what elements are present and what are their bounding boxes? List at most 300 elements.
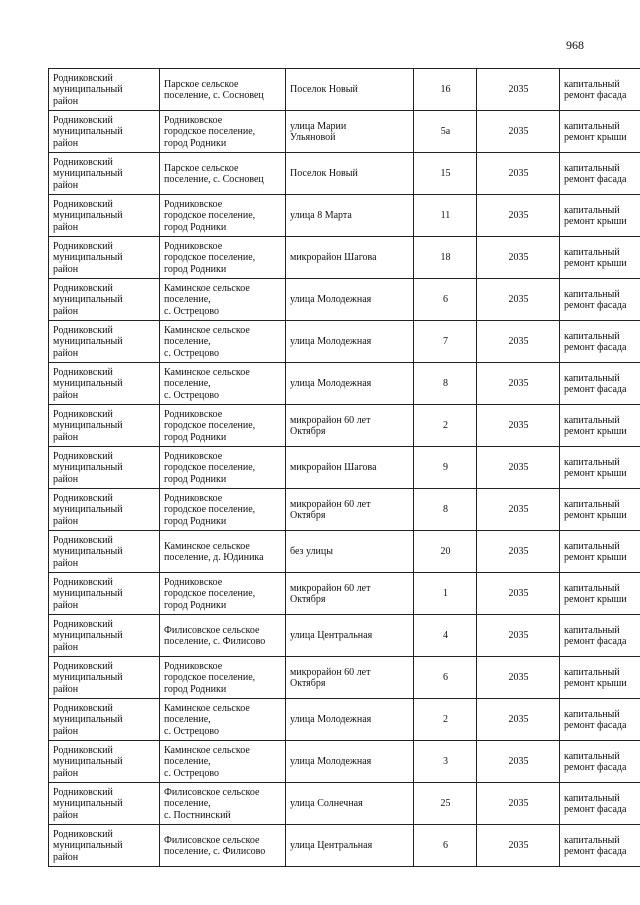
year-cell: 2035 bbox=[477, 615, 560, 657]
street-cell bbox=[286, 699, 414, 741]
street-line: улица Молодежная bbox=[290, 714, 372, 726]
street-cell bbox=[286, 825, 414, 867]
settlement-line: Парское сельское bbox=[164, 78, 239, 90]
district-line: муниципальный bbox=[53, 378, 123, 390]
table-row bbox=[49, 363, 640, 405]
settlement-line: поселение, bbox=[164, 714, 211, 726]
work-type-cell bbox=[560, 153, 640, 195]
district-line: муниципальный bbox=[53, 756, 123, 768]
work-type-cell bbox=[560, 615, 640, 657]
table-row bbox=[49, 237, 640, 279]
settlement-line: поселение, bbox=[164, 798, 211, 810]
settlement-line: Родниковское bbox=[164, 408, 223, 420]
settlement-line: город Родники bbox=[164, 263, 227, 275]
district-line: Родниковский bbox=[53, 72, 113, 84]
district-cell bbox=[49, 657, 160, 699]
street-line: Поселок Новый bbox=[290, 84, 358, 96]
work-type-line: капитальный bbox=[564, 78, 620, 90]
street-cell bbox=[286, 111, 414, 153]
district-line: Родниковский bbox=[53, 492, 113, 504]
year-cell: 2035 bbox=[477, 363, 560, 405]
settlement-line: поселение, с. Сосновец bbox=[164, 90, 264, 101]
settlement-cell bbox=[160, 321, 286, 363]
work-type-line: капитальный bbox=[564, 498, 620, 510]
district-cell bbox=[49, 741, 160, 783]
settlement-line: городское поселение, bbox=[164, 462, 256, 474]
work-type-line: ремонт фасада bbox=[564, 384, 627, 395]
settlement-line: Каминское сельское bbox=[164, 702, 250, 714]
district-line: Родниковский bbox=[53, 324, 113, 336]
year-cell: 2035 bbox=[477, 153, 560, 195]
district-line: район bbox=[53, 851, 79, 863]
district-line: район bbox=[53, 767, 79, 779]
settlement-line: с. Постнинский bbox=[164, 809, 231, 821]
work-type-line: ремонт крыши bbox=[564, 678, 627, 689]
work-type-cell bbox=[560, 825, 640, 867]
year-cell: 2035 bbox=[477, 489, 560, 531]
street-line: улица Молодежная bbox=[290, 378, 372, 390]
district-line: муниципальный bbox=[53, 252, 123, 264]
settlement-line: город Родники bbox=[164, 683, 227, 695]
street-line: Поселок Новый bbox=[290, 168, 358, 180]
street-line: улица Центральная bbox=[290, 840, 373, 852]
work-type-cell bbox=[560, 195, 640, 237]
street-line: Октября bbox=[290, 678, 326, 689]
settlement-line: поселение, с. Филисово bbox=[164, 846, 266, 857]
district-line: район bbox=[53, 599, 79, 611]
work-type-line: ремонт фасада bbox=[564, 342, 627, 353]
settlement-line: с. Острецово bbox=[164, 725, 220, 737]
settlement-line: Родниковское bbox=[164, 492, 223, 504]
settlement-cell bbox=[160, 615, 286, 657]
work-type-line: ремонт фасада bbox=[564, 636, 627, 647]
work-type-line: ремонт фасада bbox=[564, 720, 627, 731]
work-type-line: капитальный bbox=[564, 582, 620, 594]
work-type-cell bbox=[560, 531, 640, 573]
settlement-line: городское поселение, bbox=[164, 420, 256, 432]
district-line: Родниковский bbox=[53, 660, 113, 672]
district-line: Родниковский bbox=[53, 282, 113, 294]
work-type-cell bbox=[560, 405, 640, 447]
settlement-cell bbox=[160, 447, 286, 489]
street-line: улица 8 Марта bbox=[290, 210, 352, 222]
work-type-cell bbox=[560, 741, 640, 783]
street-cell bbox=[286, 447, 414, 489]
district-line: район bbox=[53, 557, 79, 569]
street-line: микрорайон Шагова bbox=[290, 462, 377, 474]
district-line: район bbox=[53, 641, 79, 653]
table-row bbox=[49, 279, 640, 321]
house-number-cell: 5а bbox=[414, 111, 477, 153]
district-cell bbox=[49, 489, 160, 531]
year-cell: 2035 bbox=[477, 111, 560, 153]
settlement-line: Каминское сельское bbox=[164, 540, 250, 552]
settlement-cell bbox=[160, 531, 286, 573]
work-type-cell bbox=[560, 111, 640, 153]
street-cell bbox=[286, 363, 414, 405]
house-number-cell: 2 bbox=[414, 405, 477, 447]
street-cell bbox=[286, 531, 414, 573]
year-cell: 2035 bbox=[477, 783, 560, 825]
house-number-cell: 16 bbox=[414, 69, 477, 111]
house-number-cell: 6 bbox=[414, 825, 477, 867]
table-row bbox=[49, 573, 640, 615]
settlement-line: Каминское сельское bbox=[164, 324, 250, 336]
work-type-cell bbox=[560, 699, 640, 741]
settlement-line: поселение, bbox=[164, 294, 211, 306]
district-cell bbox=[49, 363, 160, 405]
district-line: Родниковский bbox=[53, 450, 113, 462]
district-line: район bbox=[53, 389, 79, 401]
district-cell bbox=[49, 447, 160, 489]
street-line: улица Марии bbox=[290, 120, 347, 132]
table-row bbox=[49, 153, 640, 195]
district-line: муниципальный bbox=[53, 798, 123, 810]
district-line: муниципальный bbox=[53, 630, 123, 642]
district-line: Родниковский bbox=[53, 744, 113, 756]
street-cell bbox=[286, 783, 414, 825]
district-cell bbox=[49, 531, 160, 573]
year-cell: 2035 bbox=[477, 195, 560, 237]
work-type-line: капитальный bbox=[564, 372, 620, 384]
work-type-line: ремонт крыши bbox=[564, 468, 627, 479]
settlement-cell bbox=[160, 279, 286, 321]
settlement-cell bbox=[160, 825, 286, 867]
street-cell bbox=[286, 741, 414, 783]
settlement-line: город Родники bbox=[164, 137, 227, 149]
settlement-line: Парское сельское bbox=[164, 162, 239, 174]
district-line: район bbox=[53, 221, 79, 233]
year-cell: 2035 bbox=[477, 657, 560, 699]
district-line: муниципальный bbox=[53, 210, 123, 222]
street-line: Ульяновой bbox=[290, 132, 336, 143]
work-type-cell bbox=[560, 489, 640, 531]
work-type-line: ремонт крыши bbox=[564, 426, 627, 437]
work-type-line: капитальный bbox=[564, 750, 620, 762]
settlement-cell bbox=[160, 657, 286, 699]
table-row bbox=[49, 195, 640, 237]
work-type-cell bbox=[560, 69, 640, 111]
district-line: район bbox=[53, 809, 79, 821]
settlement-cell bbox=[160, 489, 286, 531]
settlement-line: поселение, bbox=[164, 378, 211, 390]
settlement-cell bbox=[160, 111, 286, 153]
settlement-line: Филисовское сельское bbox=[164, 786, 260, 798]
settlement-line: городское поселение, bbox=[164, 588, 256, 600]
district-line: Родниковский bbox=[53, 408, 113, 420]
district-line: район bbox=[53, 473, 79, 485]
house-number-cell: 20 bbox=[414, 531, 477, 573]
work-type-line: капитальный bbox=[564, 330, 620, 342]
district-line: район bbox=[53, 137, 79, 149]
district-cell bbox=[49, 699, 160, 741]
table-row bbox=[49, 531, 640, 573]
street-cell bbox=[286, 489, 414, 531]
year-cell: 2035 bbox=[477, 825, 560, 867]
house-number-cell: 6 bbox=[414, 657, 477, 699]
table-row bbox=[49, 741, 640, 783]
work-type-line: капитальный bbox=[564, 414, 620, 426]
settlement-line: Филисовское сельское bbox=[164, 624, 260, 636]
table-row bbox=[49, 111, 640, 153]
street-cell bbox=[286, 405, 414, 447]
district-cell bbox=[49, 783, 160, 825]
district-cell bbox=[49, 573, 160, 615]
settlement-line: город Родники bbox=[164, 473, 227, 485]
year-cell: 2035 bbox=[477, 573, 560, 615]
street-line: микрорайон 60 лет bbox=[290, 582, 371, 594]
district-cell bbox=[49, 111, 160, 153]
district-line: муниципальный bbox=[53, 294, 123, 306]
street-cell bbox=[286, 153, 414, 195]
work-type-line: ремонт крыши bbox=[564, 594, 627, 605]
district-line: Родниковский bbox=[53, 828, 113, 840]
settlement-line: городское поселение, bbox=[164, 126, 256, 138]
district-line: район bbox=[53, 683, 79, 695]
table-row bbox=[49, 405, 640, 447]
table-row bbox=[49, 825, 640, 867]
settlement-line: город Родники bbox=[164, 221, 227, 233]
settlement-line: Каминское сельское bbox=[164, 282, 250, 294]
district-line: муниципальный bbox=[53, 336, 123, 348]
street-cell bbox=[286, 195, 414, 237]
district-cell bbox=[49, 825, 160, 867]
house-number-cell: 7 bbox=[414, 321, 477, 363]
year-cell: 2035 bbox=[477, 237, 560, 279]
district-line: муниципальный bbox=[53, 588, 123, 600]
district-line: муниципальный bbox=[53, 840, 123, 852]
work-type-cell bbox=[560, 447, 640, 489]
work-type-cell bbox=[560, 321, 640, 363]
settlement-line: с. Острецово bbox=[164, 305, 220, 317]
work-type-cell bbox=[560, 279, 640, 321]
table-row bbox=[49, 657, 640, 699]
settlement-cell bbox=[160, 195, 286, 237]
house-number-cell: 25 bbox=[414, 783, 477, 825]
settlement-line: город Родники bbox=[164, 599, 227, 611]
settlement-line: поселение, д. Юдиника bbox=[164, 552, 264, 563]
work-type-line: ремонт фасада bbox=[564, 762, 627, 773]
street-line: микрорайон Шагова bbox=[290, 252, 377, 264]
street-line: Октября bbox=[290, 510, 326, 521]
table-row bbox=[49, 69, 640, 111]
settlement-cell bbox=[160, 237, 286, 279]
district-line: Родниковский bbox=[53, 156, 113, 168]
work-type-line: ремонт фасада bbox=[564, 300, 627, 311]
year-cell: 2035 bbox=[477, 531, 560, 573]
work-type-line: капитальный bbox=[564, 120, 620, 132]
table-row bbox=[49, 783, 640, 825]
district-line: район bbox=[53, 515, 79, 527]
street-line: микрорайон 60 лет bbox=[290, 414, 371, 426]
work-type-line: капитальный bbox=[564, 246, 620, 258]
settlement-line: Родниковское bbox=[164, 450, 223, 462]
table-row bbox=[49, 699, 640, 741]
year-cell: 2035 bbox=[477, 447, 560, 489]
settlement-line: город Родники bbox=[164, 431, 227, 443]
settlement-line: городское поселение, bbox=[164, 504, 256, 516]
settlement-line: Филисовское сельское bbox=[164, 834, 260, 846]
settlement-line: Родниковское bbox=[164, 198, 223, 210]
district-cell bbox=[49, 321, 160, 363]
page-number: 968 bbox=[566, 38, 584, 52]
district-line: район bbox=[53, 725, 79, 737]
house-number-cell: 9 bbox=[414, 447, 477, 489]
district-line: муниципальный bbox=[53, 84, 123, 96]
settlement-line: Родниковское bbox=[164, 114, 223, 126]
house-number-cell: 3 bbox=[414, 741, 477, 783]
settlement-line: городское поселение, bbox=[164, 672, 256, 684]
work-type-line: ремонт крыши bbox=[564, 258, 627, 269]
house-number-cell: 18 bbox=[414, 237, 477, 279]
work-type-line: ремонт крыши bbox=[564, 132, 627, 143]
street-line: микрорайон 60 лет bbox=[290, 666, 371, 678]
district-line: муниципальный bbox=[53, 462, 123, 474]
district-line: муниципальный bbox=[53, 546, 123, 558]
settlement-cell bbox=[160, 741, 286, 783]
street-cell bbox=[286, 573, 414, 615]
district-line: муниципальный bbox=[53, 126, 123, 138]
district-line: Родниковский bbox=[53, 786, 113, 798]
district-line: Родниковский bbox=[53, 576, 113, 588]
settlement-cell bbox=[160, 405, 286, 447]
work-type-line: ремонт фасада bbox=[564, 846, 627, 857]
house-number-cell: 8 bbox=[414, 363, 477, 405]
work-type-line: капитальный bbox=[564, 792, 620, 804]
street-cell bbox=[286, 615, 414, 657]
table-row bbox=[49, 489, 640, 531]
work-type-line: ремонт фасада bbox=[564, 174, 627, 185]
settlement-cell bbox=[160, 783, 286, 825]
district-line: район bbox=[53, 431, 79, 443]
work-type-line: ремонт фасада bbox=[564, 90, 627, 101]
street-cell bbox=[286, 657, 414, 699]
street-line: микрорайон 60 лет bbox=[290, 498, 371, 510]
year-cell: 2035 bbox=[477, 69, 560, 111]
work-type-line: капитальный bbox=[564, 708, 620, 720]
street-line: улица Молодежная bbox=[290, 756, 372, 768]
settlement-line: с. Острецово bbox=[164, 389, 220, 401]
settlement-line: Родниковское bbox=[164, 240, 223, 252]
district-cell bbox=[49, 237, 160, 279]
table-body bbox=[49, 69, 640, 867]
house-number-cell: 6 bbox=[414, 279, 477, 321]
settlement-line: поселение, с. Сосновец bbox=[164, 174, 264, 185]
district-line: муниципальный bbox=[53, 714, 123, 726]
district-line: муниципальный bbox=[53, 420, 123, 432]
district-cell bbox=[49, 153, 160, 195]
table-row bbox=[49, 615, 640, 657]
work-type-line: ремонт крыши bbox=[564, 510, 627, 521]
district-cell bbox=[49, 405, 160, 447]
district-line: район bbox=[53, 95, 79, 107]
street-cell bbox=[286, 279, 414, 321]
work-type-line: ремонт крыши bbox=[564, 216, 627, 227]
year-cell: 2035 bbox=[477, 699, 560, 741]
settlement-line: с. Острецово bbox=[164, 347, 220, 359]
district-line: район bbox=[53, 263, 79, 275]
settlement-line: с. Острецово bbox=[164, 767, 220, 779]
district-cell bbox=[49, 69, 160, 111]
district-line: Родниковский bbox=[53, 618, 113, 630]
work-type-cell bbox=[560, 363, 640, 405]
district-line: муниципальный bbox=[53, 504, 123, 516]
settlement-line: Родниковское bbox=[164, 660, 223, 672]
house-number-cell: 15 bbox=[414, 153, 477, 195]
street-cell bbox=[286, 69, 414, 111]
settlement-cell bbox=[160, 153, 286, 195]
district-line: муниципальный bbox=[53, 672, 123, 684]
district-line: район bbox=[53, 179, 79, 191]
street-line: Октября bbox=[290, 426, 326, 437]
district-line: Родниковский bbox=[53, 534, 113, 546]
settlement-cell bbox=[160, 363, 286, 405]
work-type-line: ремонт крыши bbox=[564, 552, 627, 563]
work-type-line: капитальный bbox=[564, 162, 620, 174]
year-cell: 2035 bbox=[477, 405, 560, 447]
street-cell bbox=[286, 321, 414, 363]
settlement-cell bbox=[160, 69, 286, 111]
house-number-cell: 4 bbox=[414, 615, 477, 657]
street-line: улица Молодежная bbox=[290, 336, 372, 348]
street-line: улица Молодежная bbox=[290, 294, 372, 306]
work-type-line: капитальный bbox=[564, 288, 620, 300]
street-cell bbox=[286, 237, 414, 279]
district-line: Родниковский bbox=[53, 114, 113, 126]
district-cell bbox=[49, 195, 160, 237]
work-type-line: капитальный bbox=[564, 456, 620, 468]
work-type-cell bbox=[560, 783, 640, 825]
work-type-line: ремонт фасада bbox=[564, 804, 627, 815]
house-number-cell: 2 bbox=[414, 699, 477, 741]
settlement-cell bbox=[160, 699, 286, 741]
settlement-line: Каминское сельское bbox=[164, 366, 250, 378]
work-type-line: капитальный bbox=[564, 834, 620, 846]
settlement-line: поселение, bbox=[164, 336, 211, 348]
district-line: Родниковский bbox=[53, 702, 113, 714]
settlement-line: поселение, с. Филисово bbox=[164, 636, 266, 647]
work-type-line: капитальный bbox=[564, 666, 620, 678]
year-cell: 2035 bbox=[477, 279, 560, 321]
district-cell bbox=[49, 279, 160, 321]
district-line: Родниковский bbox=[53, 366, 113, 378]
settlement-line: Каминское сельское bbox=[164, 744, 250, 756]
work-type-line: капитальный bbox=[564, 204, 620, 216]
street-line: Октября bbox=[290, 594, 326, 605]
district-line: Родниковский bbox=[53, 198, 113, 210]
table-row bbox=[49, 321, 640, 363]
district-line: муниципальный bbox=[53, 168, 123, 180]
settlement-line: город Родники bbox=[164, 515, 227, 527]
table-row bbox=[49, 447, 640, 489]
settlement-line: поселение, bbox=[164, 756, 211, 768]
settlement-line: городское поселение, bbox=[164, 252, 256, 264]
work-type-cell bbox=[560, 573, 640, 615]
street-line: без улицы bbox=[290, 546, 333, 558]
house-number-cell: 11 bbox=[414, 195, 477, 237]
district-line: район bbox=[53, 347, 79, 359]
street-line: улица Солнечная bbox=[290, 798, 363, 810]
year-cell: 2035 bbox=[477, 741, 560, 783]
work-type-line: капитальный bbox=[564, 540, 620, 552]
district-cell bbox=[49, 615, 160, 657]
settlement-line: городское поселение, bbox=[164, 210, 256, 222]
work-type-cell bbox=[560, 657, 640, 699]
settlement-line: Родниковское bbox=[164, 576, 223, 588]
housing-repair-table bbox=[48, 68, 640, 867]
street-line: улица Центральная bbox=[290, 630, 373, 642]
settlement-cell bbox=[160, 573, 286, 615]
